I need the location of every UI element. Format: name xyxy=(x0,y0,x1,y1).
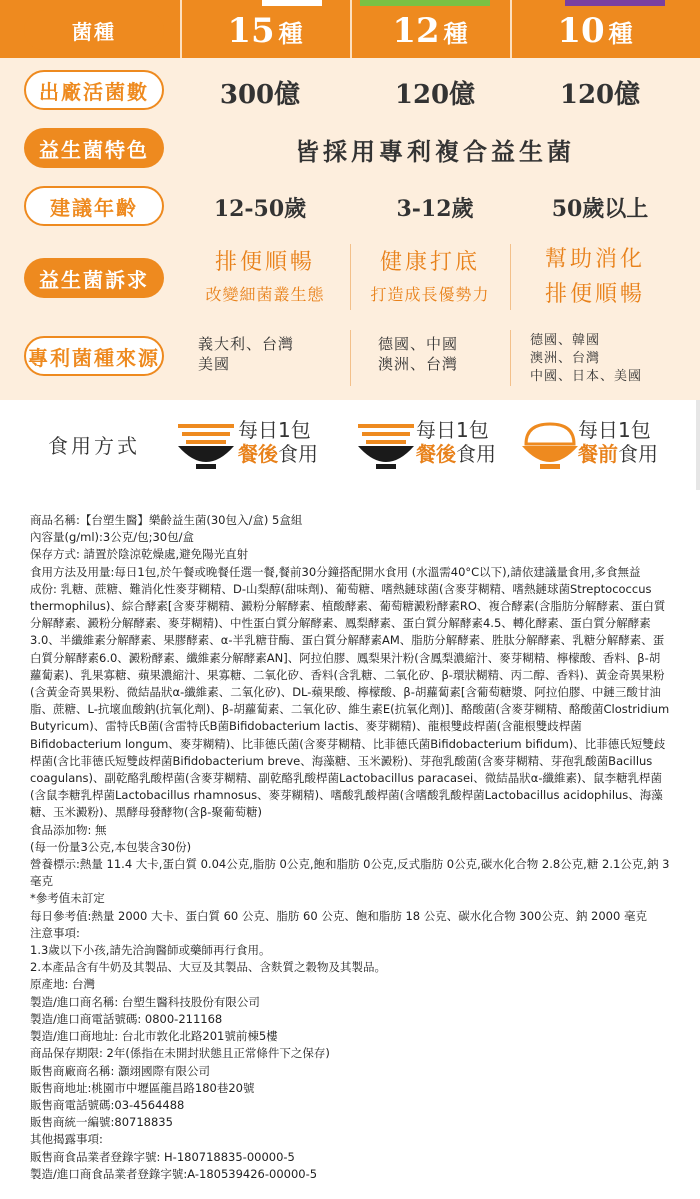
appeal-label: 益生菌訴求 xyxy=(24,258,164,298)
strain-row xyxy=(0,0,700,58)
spec-line: 販售商食品業者登錄字號: H-180718835-00000-5 xyxy=(30,1149,295,1164)
feature-label: 益生菌特色 xyxy=(24,128,164,168)
rice-bowl-icon xyxy=(520,416,580,472)
spec-line: 保存方式: 請置於陰涼乾燥處,避免陽光直射 xyxy=(30,547,249,562)
count-label: 出廠活菌數 xyxy=(24,70,164,110)
origin-value-3: 德國、韓國 澳洲、台灣 中國、日本、美國 xyxy=(530,333,643,384)
origin-label: 專利菌種來源 xyxy=(24,336,164,376)
spec-line: 2.本產品含有牛奶及其製品、大豆及其製品、含麩質之穀物及其製品。 xyxy=(30,960,386,975)
spec-line: 製造/進口商名稱: 台塑生醫科技股份有限公司 xyxy=(30,994,260,1009)
age-value-1: 12-50歲 xyxy=(213,196,307,222)
comparison-table xyxy=(0,0,700,400)
count-value-2: 120億 xyxy=(394,80,476,110)
spec-line: 食品添加物: 無 xyxy=(30,822,107,837)
age-value-3: 50歲以上 xyxy=(551,196,649,222)
feature-value: 皆採用專利複合益生菌 xyxy=(295,138,575,166)
spec-line: 販售商統一編號:80718835 xyxy=(30,1115,173,1130)
spec-line: 販售商廠商名稱: 灝翊國際有限公司 xyxy=(30,1063,211,1078)
count-value-3: 120億 xyxy=(559,80,641,110)
strain-label: 菌種 xyxy=(24,10,164,50)
spec-line: *參考值未訂定 xyxy=(30,891,105,906)
spec-line: 製造/進口商地址: 台北市敦化北路201號前棟5樓 xyxy=(30,1029,278,1044)
origin-value-2: 德國、中國 澳洲、台灣 xyxy=(378,335,459,373)
usage-label: 食用方式 xyxy=(48,434,140,458)
spec-line: 販售商電話號碼:03-4564488 xyxy=(30,1097,185,1112)
divider xyxy=(350,330,351,386)
bowl-icon xyxy=(356,416,416,472)
spec-line: 原產地: 台灣 xyxy=(30,977,96,992)
origin-value-1: 義大利、台灣 美國 xyxy=(198,335,295,373)
spec-line: 販售商地址:桃園市中壢區龍昌路180巷20號 xyxy=(30,1080,255,1095)
spec-line: 商品保存期限: 2年(係指在未開封狀態且正常條件下之保存) xyxy=(30,1046,330,1061)
spec-line: (每一份量3公克,本包裝含30份) xyxy=(30,839,192,854)
usage-item-2: 每日1包 餐後食用 xyxy=(416,418,496,466)
spec-line: 商品名稱:【台塑生醫】樂齡益生菌(30包入/盒) 5盒組 xyxy=(30,513,303,527)
bowl-icon xyxy=(176,416,236,472)
appeal-value-1: 排便順暢 改變細菌叢生態 xyxy=(205,250,325,304)
spec-line: 營養標示:熱量 11.4 大卡,蛋白質 0.04公克,脂肪 0公克,飽和脂肪 0公克,反式脂肪 0公克,碳水化合物 2.8公克,糖 2.1公克,鈉 3毫克 xyxy=(30,857,670,889)
spec-line: 其他揭露事項: xyxy=(30,1132,103,1147)
strain-value-3: 10 種 xyxy=(557,11,633,51)
appeal-value-3: 幫助消化 排便順暢 xyxy=(544,247,645,307)
age-label: 建議年齡 xyxy=(24,186,164,226)
spec-line: 1.3歲以下小孩,請先洽詢醫師或藥師再行食用。 xyxy=(30,943,271,958)
usage-item-1: 每日1包 餐後食用 xyxy=(238,418,318,466)
strain-value-1: 15 種 xyxy=(227,11,303,51)
spec-line: 成份: 乳糖、蔗糖、難消化性麥芽糊精、D-山梨醇(甜味劑)、葡萄糖、嗜熱鏈球菌(含麥芽糊精、嗜熱鏈球菌Streptococcus thermophilus)、綜合酵素[含麥芽糊精、澱粉分解酵素、植酸酵素、葡萄糖澱粉酵素RO、複合酵素(含脂肪分解酵素、蛋白質分解酵素、澱粉分解酵素、麥芽糊精)、中性蛋白質分解酵素、鳳梨酵素、蛋白質分解酵素4.5、轉化酵素、蛋白質分解酵素3.0、半纖維素分解酵素、果膠酵素、α-半乳糖苷酶、蛋白質分解酵素AM、脂肪分解酵素、胜肽分解酵素、乳糖分解酵素、蛋白質分解酵素6.0、澱粉酵素、纖維素分解酵素AN]、阿拉伯膠、鳳梨果汁粉(含鳳梨濃縮汁、麥芽糊精、檸檬酸、香料、β-胡蘿蔔素)、乳果寡糖、蘋果濃縮汁、果寡糖、二氧化矽、香料(含乳糖、二氧化矽、β-環狀糊精、丙二醇、香料)、黃金奇異果粉(含黃金奇異果粉、微結晶狀α-纖維素、二氧化矽)、DL-蘋果酸、檸檬酸、β-胡蘿蔔素[含葡萄糖漿、阿拉伯膠、中鏈三酸甘油脂、蔗糖、L-抗壞血酸鈉(抗氧化劑)、β-胡蘿蔔素、二氧化矽、維生素E(抗氧化劑)]、酪酸菌(含麥芽糊精、酪酸菌Clostridium Butyricum)、雷特氏B菌(含雷特氏B菌Bifidobacterium lactis、麥芽糊精)、龍根雙歧桿菌(含龍根雙歧桿菌Bifidobacterium longum、麥芽糊精)、比菲德氏菌(含麥芽糊精、比菲德氏菌Bifidobacterium bifidum)、比菲德氏短雙歧桿菌(含比菲德氏短雙歧桿菌Bifidobacterium breve、海藻糖、玉米澱粉)、芽孢乳酸菌(含麥芽糊精、芽孢乳酸菌Bacillus coagulans)、副乾酪乳酸桿菌(含麥芽糊精、副乾酪乳酸桿菌Lactobacillus paracasei、微結晶狀α-纖維素)、鼠李糖乳桿菌(含鼠李糖乳桿菌Lactobacillus rhamnosus、麥芽糊精)、嗜酸乳酸桿菌(含嗜酸乳酸桿菌Lactobacillus acidophilus、海藻糖、玉米澱粉)、黑酵母發酵物(含β-聚葡萄糖) xyxy=(30,581,670,820)
age-value-2: 3-12歲 xyxy=(396,196,474,222)
scrollbar[interactable] xyxy=(696,400,700,490)
divider xyxy=(510,330,511,386)
usage-item-3: 每日1包 餐前食用 xyxy=(578,418,658,466)
spec-line: 製造/進口商電話號碼: 0800-211168 xyxy=(30,1011,223,1026)
spec-line: 內容量(g/ml):3公克/包;30包/盒 xyxy=(30,530,194,545)
spec-line: 食用方法及用量:每日1包,於午餐或晚餐任選一餐,餐前30分鐘搭配開水食用 (水溫需40°C以下),請依建議量食用,多食無益 xyxy=(30,564,641,579)
appeal-value-2: 健康打底 打造成長優勢力 xyxy=(370,250,490,304)
count-value-1: 300億 xyxy=(219,80,301,110)
spec-line: 製造/進口商食品業者登錄字號:A-180539426-00000-5 xyxy=(30,1166,318,1181)
spec-line: 每日參考值:熱量 2000 大卡、蛋白質 60 公克、脂肪 60 公克、飽和脂肪 18 公克、碳水化合物 300公克、鈉 2000 毫克 xyxy=(30,908,647,923)
strain-value-2: 12 種 xyxy=(392,11,468,51)
spec-line: 注意事項: xyxy=(30,925,80,940)
product-spec xyxy=(30,512,670,1183)
